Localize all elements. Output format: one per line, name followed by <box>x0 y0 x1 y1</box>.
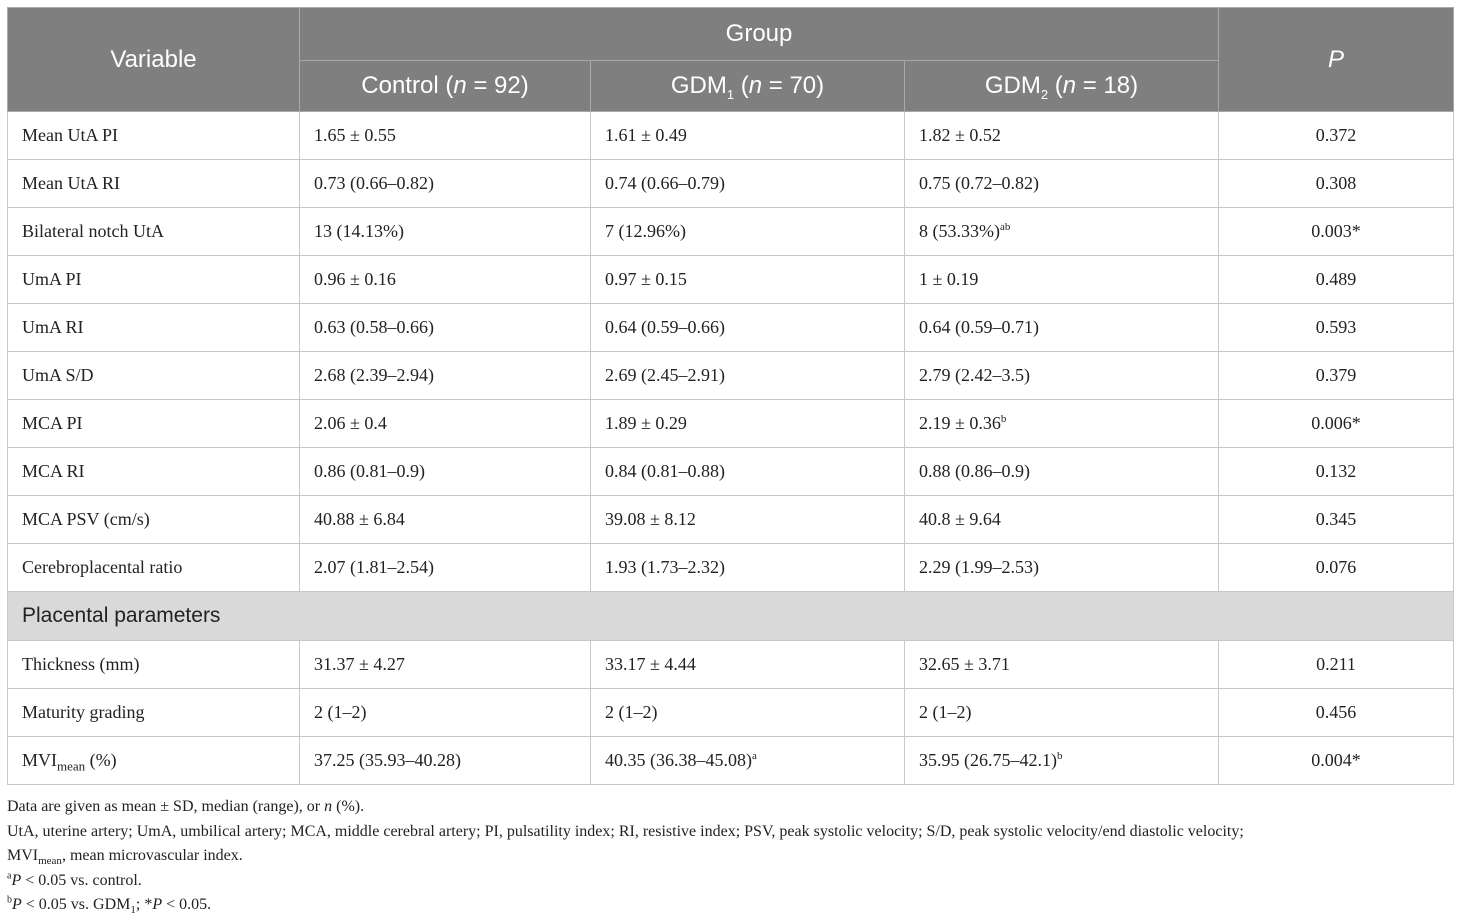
p-cell: 0.308 <box>1219 160 1454 208</box>
note-text: < 0.05 vs. control. <box>21 871 142 889</box>
footnote-marker: b <box>1000 413 1007 425</box>
table-row <box>8 304 1454 352</box>
gdm2-cell: 0.88 (0.86–0.9) <box>905 448 1219 496</box>
control-cell: 0.73 (0.66–0.82) <box>300 160 591 208</box>
table-row <box>8 689 1454 737</box>
control-cell: 1.65 ± 0.55 <box>300 112 591 160</box>
table-row <box>8 496 1454 544</box>
table-row <box>8 160 1454 208</box>
gdm2-cell <box>905 208 1219 256</box>
note-italic: n <box>324 798 333 815</box>
gdm2-header-label: GDM <box>984 72 1041 99</box>
mvi-label: MVI <box>22 750 57 770</box>
gdm2-value: 8 (53.33%) <box>919 221 1000 241</box>
p-cell: 0.345 <box>1219 496 1454 544</box>
p-header-text: P <box>1328 45 1345 73</box>
gdm1-cell: 0.64 (0.59–0.66) <box>591 304 905 352</box>
gdm1-cell: 1.61 ± 0.49 <box>591 112 905 160</box>
p-cell: 0.456 <box>1219 689 1454 737</box>
control-cell: 0.96 ± 0.16 <box>300 256 591 304</box>
control-cell: 40.88 ± 6.84 <box>300 496 591 544</box>
table-row <box>8 112 1454 160</box>
gdm1-cell <box>591 737 905 785</box>
p-cell: 0.379 <box>1219 352 1454 400</box>
variable-cell: Cerebroplacental ratio <box>8 544 300 592</box>
note-line <box>7 795 1457 820</box>
variable-cell: MCA PSV (cm/s) <box>8 496 300 544</box>
variable-cell <box>8 737 300 785</box>
control-cell: 2.06 ± 0.4 <box>300 400 591 448</box>
gdm1-value: 40.35 (36.38–45.08) <box>605 750 752 770</box>
gdm2-cell: 2.79 (2.42–3.5) <box>905 352 1219 400</box>
mvi-suffix: (%) <box>85 750 117 770</box>
table-footnotes <box>7 795 1457 918</box>
section-row <box>8 592 1454 641</box>
variable-cell: Thickness (mm) <box>8 641 300 689</box>
note-text: (%). <box>332 798 365 815</box>
note-text: ; * <box>135 896 153 913</box>
gdm1-header-open: ( <box>734 72 749 99</box>
p-cell: 0.372 <box>1219 112 1454 160</box>
gdm1-header-label: GDM <box>670 72 727 99</box>
gdm1-cell: 1.89 ± 0.29 <box>591 400 905 448</box>
p-cell: 0.211 <box>1219 641 1454 689</box>
section-label: Placental parameters <box>8 592 1454 641</box>
control-cell: 13 (14.13%) <box>300 208 591 256</box>
gdm2-value: 35.95 (26.75–42.1) <box>919 750 1057 770</box>
gdm2-cell: 1 ± 0.19 <box>905 256 1219 304</box>
gdm1-cell: 0.74 (0.66–0.79) <box>591 160 905 208</box>
variable-cell: UmA S/D <box>8 352 300 400</box>
p-cell: 0.489 <box>1219 256 1454 304</box>
gdm2-header-count: = 18) <box>1076 72 1139 99</box>
note-text: , mean microvascular index. <box>61 847 243 864</box>
footnote-a <box>7 869 1457 894</box>
table-row <box>8 641 1454 689</box>
control-cell: 2.68 (2.39–2.94) <box>300 352 591 400</box>
note-text: MVI <box>7 847 39 864</box>
table-row <box>8 352 1454 400</box>
gdm1-header <box>591 61 905 112</box>
note-text: < 0.05 vs. GDM <box>21 896 131 913</box>
gdm1-header-sub: 1 <box>726 86 735 102</box>
p-cell: 0.132 <box>1219 448 1454 496</box>
table-row <box>8 400 1454 448</box>
control-header-n: n <box>453 72 467 99</box>
gdm2-cell: 32.65 ± 3.71 <box>905 641 1219 689</box>
gdm2-cell <box>905 400 1219 448</box>
note-sub: mean <box>38 855 62 868</box>
table-row <box>8 737 1454 785</box>
footnote-marker: b <box>1057 750 1063 762</box>
gdm1-cell: 2.69 (2.45–2.91) <box>591 352 905 400</box>
p-cell: 0.004* <box>1219 737 1454 785</box>
control-header <box>300 61 591 112</box>
control-cell: 2.07 (1.81–2.54) <box>300 544 591 592</box>
variable-cell: Mean UtA RI <box>8 160 300 208</box>
gdm1-cell: 1.93 (1.73–2.32) <box>591 544 905 592</box>
table-container <box>7 7 1453 785</box>
table-header <box>8 8 1454 112</box>
footnote-mark: b <box>7 894 12 906</box>
control-header-count: = 92) <box>466 72 529 99</box>
note-sub: 1 <box>130 904 136 917</box>
footnote-mark: a <box>7 870 12 882</box>
control-cell: 0.86 (0.81–0.9) <box>300 448 591 496</box>
control-header-label: Control ( <box>361 72 454 99</box>
note-line <box>7 844 1457 869</box>
variable-header: Variable <box>8 8 300 112</box>
gdm2-cell <box>905 737 1219 785</box>
gdm1-cell: 0.84 (0.81–0.88) <box>591 448 905 496</box>
p-cell: 0.003* <box>1219 208 1454 256</box>
variable-cell: Maturity grading <box>8 689 300 737</box>
variable-cell: MCA RI <box>8 448 300 496</box>
gdm1-header-count: = 70) <box>762 72 825 99</box>
variable-cell: Mean UtA PI <box>8 112 300 160</box>
note-text: < 0.05. <box>162 896 212 913</box>
footnote-b <box>7 893 1457 918</box>
gdm1-cell: 2 (1–2) <box>591 689 905 737</box>
control-cell: 0.63 (0.58–0.66) <box>300 304 591 352</box>
table-row <box>8 544 1454 592</box>
note-italic: P <box>12 896 22 913</box>
table-row <box>8 208 1454 256</box>
gdm2-header-sub: 2 <box>1040 86 1049 102</box>
table-row <box>8 256 1454 304</box>
table-body <box>8 112 1454 785</box>
gdm1-header-n: n <box>748 72 763 99</box>
gdm1-cell: 7 (12.96%) <box>591 208 905 256</box>
gdm1-cell: 39.08 ± 8.12 <box>591 496 905 544</box>
note-italic: P <box>152 896 163 913</box>
gdm2-cell: 2 (1–2) <box>905 689 1219 737</box>
gdm2-cell: 2.29 (1.99–2.53) <box>905 544 1219 592</box>
gdm1-cell: 0.97 ± 0.15 <box>591 256 905 304</box>
footnote-marker: ab <box>999 221 1011 233</box>
table-row <box>8 448 1454 496</box>
control-cell: 37.25 (35.93–40.28) <box>300 737 591 785</box>
p-cell: 0.593 <box>1219 304 1454 352</box>
gdm2-value: 2.19 ± 0.36 <box>919 413 1001 433</box>
p-cell: 0.006* <box>1219 400 1454 448</box>
p-header <box>1219 8 1454 112</box>
gdm2-cell: 40.8 ± 9.64 <box>905 496 1219 544</box>
gdm2-cell: 0.64 (0.59–0.71) <box>905 304 1219 352</box>
gdm2-header-open: ( <box>1048 72 1063 99</box>
control-cell: 2 (1–2) <box>300 689 591 737</box>
gdm2-header <box>905 61 1219 112</box>
variable-cell: MCA PI <box>8 400 300 448</box>
gdm2-cell: 1.82 ± 0.52 <box>905 112 1219 160</box>
gdm2-cell: 0.75 (0.72–0.82) <box>905 160 1219 208</box>
gdm2-header-n: n <box>1062 72 1077 99</box>
note-italic: P <box>11 871 22 889</box>
variable-cell: UmA RI <box>8 304 300 352</box>
p-cell: 0.076 <box>1219 544 1454 592</box>
variable-cell: UmA PI <box>8 256 300 304</box>
group-header: Group <box>300 8 1219 61</box>
doppler-results-table <box>7 7 1454 785</box>
gdm1-cell: 33.17 ± 4.44 <box>591 641 905 689</box>
mvi-sub: mean <box>57 758 86 774</box>
footnote-marker: a <box>752 750 757 762</box>
variable-cell: Bilateral notch UtA <box>8 208 300 256</box>
note-text: Data are given as mean ± SD, median (range), or <box>7 798 325 815</box>
control-cell: 31.37 ± 4.27 <box>300 641 591 689</box>
note-line: UtA, uterine artery; UmA, umbilical artery; MCA, middle cerebral artery; PI, pulsatility index; RI, resistive index; PSV, peak systolic velocity; S/D, peak systolic velocity/end diastolic velocity; <box>7 822 1244 840</box>
